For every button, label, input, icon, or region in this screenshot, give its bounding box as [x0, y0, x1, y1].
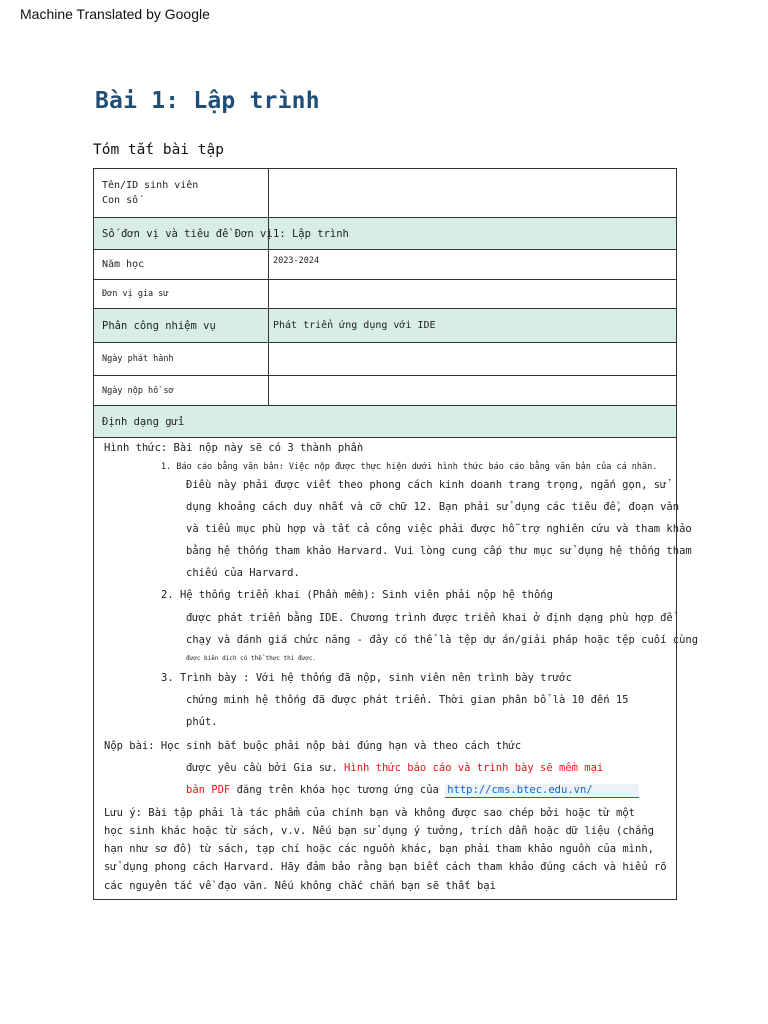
year-label: Năm học: [94, 250, 269, 279]
submission-date-label: Ngày nộp hồ sơ: [94, 376, 269, 405]
item3-line2: chứng minh hệ thống đã được phát triển. Thời gian phân bổ là 10 đến 15: [186, 694, 629, 707]
submission-line3-text: đăng trên khóa học tương ứng của: [236, 783, 439, 796]
unit-label: Số đơn vị và tiêu đề Đơn vị: [94, 218, 269, 249]
item1-line5: bằng hệ thống tham khảo Harvard. Vui lòng cung cấp thư mục sử dụng hệ thống tham: [186, 545, 692, 558]
machine-translation-banner: Machine Translated by Google: [20, 6, 210, 22]
issue-date-label: Ngày phát hành: [94, 343, 269, 375]
summary-heading: Tóm tắt bài tập: [93, 142, 224, 158]
item1-line4: và tiểu mục phù hợp và tất cả công việc phải được hỗ trợ nghiên cứu và tham khảo: [186, 523, 692, 535]
note-line4: sử dụng phong cách Harvard. Hãy đảm bảo rằng bạn biết cách tham khảo đúng cách và hiểu rõ: [104, 861, 667, 874]
note-line2: học sinh khác hoặc từ sách, v.v. Nếu bạn sử dụng ý tưởng, trích dẫn hoặc dữ liệu (chẳng: [104, 825, 654, 838]
tutor-value-cell[interactable]: [269, 280, 676, 308]
submission-date-value-cell[interactable]: [269, 376, 676, 405]
tutor-label: Đơn vị gia sư: [94, 280, 269, 308]
item2-line3: chạy và đánh giá chức năng - đây có thể là tệp dự án/giải pháp hoặc tệp cuối cùng: [186, 633, 699, 646]
assignment-row: [94, 309, 676, 343]
student-id-row: [94, 169, 676, 218]
submission-format-red-text: Hình thức báo cáo và trình bày sẽ mềm mại: [344, 761, 604, 774]
submission-line2-text: được yêu cầu bởi Gia sư.: [186, 761, 338, 774]
assignment-label: Phân công nhiệm vụ: [94, 309, 269, 342]
format-label: Định dạng gửi: [102, 415, 185, 428]
student-number-label: Con số: [102, 195, 139, 206]
student-id-label: Tên/ID sinh viên: [102, 180, 199, 191]
item1-line6: chiếu của Harvard.: [186, 567, 300, 580]
assignment-value: Phát triển ứng dụng với IDE: [273, 320, 436, 331]
unit-value: 1: Lập trình: [273, 227, 349, 240]
format-row: [94, 406, 676, 438]
item1-line3: dụng khoảng cách duy nhất và cỡ chữ 12. Bạn phải sử dụng các tiêu đề, đoạn văn: [186, 500, 680, 513]
item2-line4: được biên dịch có thể thực thi được.: [186, 654, 317, 662]
item2-line1: 2. Hệ thống triển khai (Phần mềm): Sinh viên phải nộp hệ thống: [161, 589, 553, 602]
item1-line2: Điều này phải được viết theo phong cách kinh doanh trang trọng, ngắn gọn, sử: [186, 478, 667, 491]
student-id-label-cell: [94, 169, 269, 217]
assignment-summary-table: [93, 168, 699, 900]
student-id-value-cell[interactable]: [269, 169, 676, 217]
item3-line3: phút.: [186, 715, 218, 728]
item3-line1: 3. Trình bày : Với hệ thống đã nộp, sinh viên nên trình bày trước: [161, 672, 572, 685]
submission-format-details: [94, 438, 699, 899]
cms-link-wrapper[interactable]: [445, 784, 639, 798]
item1-line1: 1. Báo cáo bằng văn bản: Việc nộp được thực hiện dưới hình thức báo cáo bằng văn bản của cá nhân.: [161, 462, 658, 473]
year-row: [94, 250, 676, 280]
submission-line3: [104, 784, 666, 798]
note-line3: hạn như sơ đồ) từ sách, tạp chí hoặc các nguồn khác, bạn phải tham khảo nguồn của mình,: [104, 843, 654, 856]
note-line5: các nguyên tắc về đạo văn. Nếu không chắc chắn bạn sẽ thất bại: [104, 879, 496, 892]
submission-line2: [104, 762, 666, 775]
item2-line2: được phát triển bằng IDE. Chương trình được triển khai ở định dạng phù hợp để: [186, 611, 673, 624]
document-title: Bài 1: Lập trình: [95, 88, 320, 114]
issue-date-row: [94, 343, 676, 376]
cms-link[interactable]: http://cms.btec.edu.vn/: [447, 783, 593, 796]
issue-date-value-cell[interactable]: [269, 343, 676, 375]
note-line1: Lưu ý: Bài tập phải là tác phẩm của chính bạn và không được sao chép bởi hoặc từ một: [104, 807, 636, 819]
format-intro: Hình thức: Bài nộp này sẽ có 3 thành phần: [104, 442, 364, 454]
submission-line1: Nộp bài: Học sinh bắt buộc phải nộp bài đúng hạn và theo cách thức: [104, 739, 522, 752]
year-value: 2023-2024: [273, 256, 320, 266]
submission-date-row: [94, 376, 676, 406]
submission-pdf-red-text: bản PDF: [186, 783, 231, 796]
unit-row: [94, 218, 676, 250]
tutor-row: [94, 280, 676, 309]
